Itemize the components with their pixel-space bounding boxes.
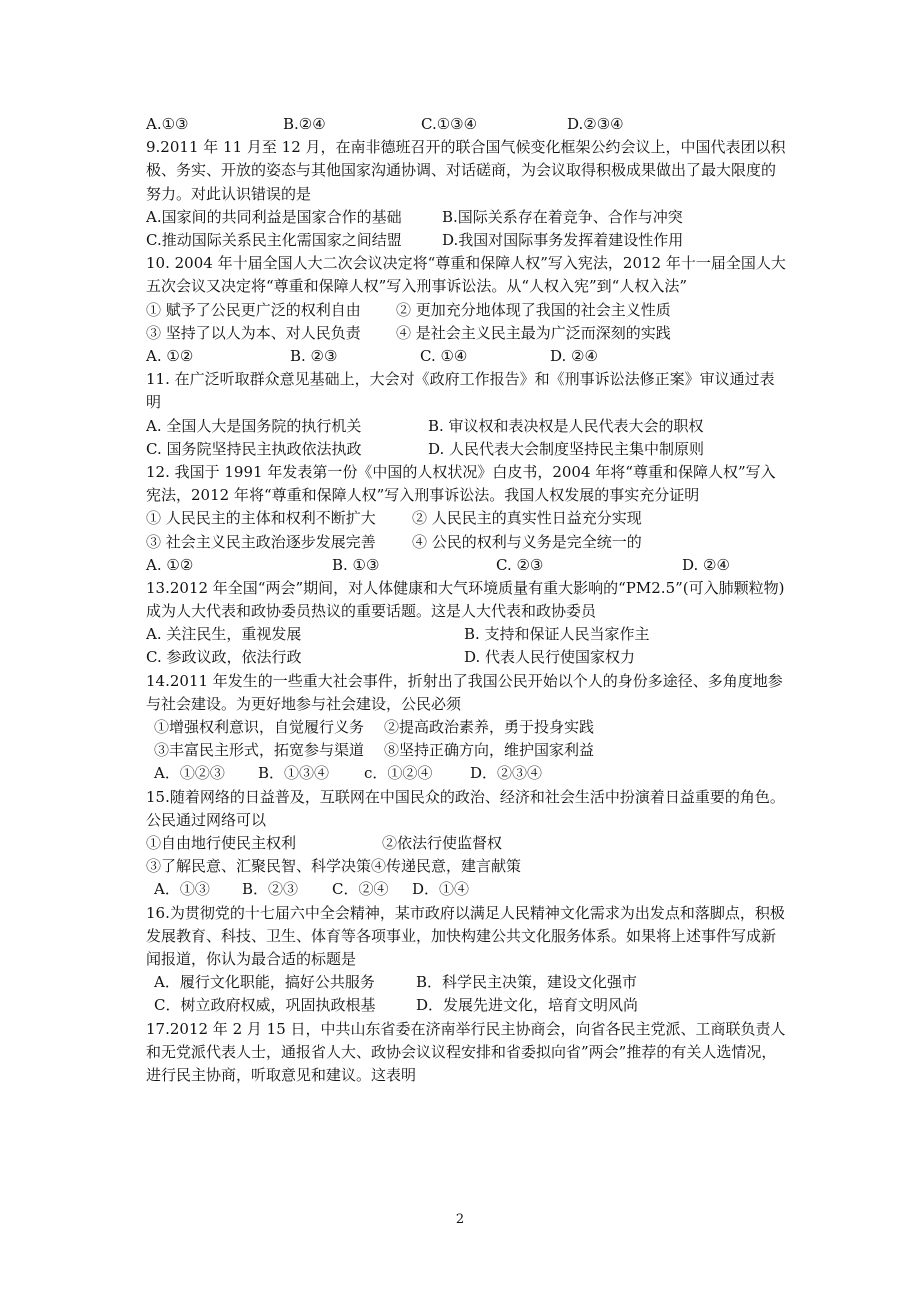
q10-item-2: ② 更加充分地体现了我国的社会主义性质: [396, 300, 671, 319]
q9-option-b: B.国际关系存在着竞争、合作与冲突: [442, 207, 683, 226]
q12-options: [146, 554, 786, 577]
q10-items-row2: [146, 322, 786, 345]
q12-stem: 12. 我国于 1991 年发表第一份《中国的人权状况》白皮书，2004 年将“尊重和保障人权”写入宪法，2012 年将“尊重和保障人权”写入刑事诉讼法。我国人权发展的事实充分证明: [146, 462, 776, 505]
q15-option-d: D．①④: [412, 880, 470, 899]
q10-items-row1: [146, 299, 786, 322]
q10-stem: 10. 2004 年十届全国人大二次会议决定将“尊重和保障人权”写入宪法，2012 年十一届全国人大五次会议又决定将“尊重和保障人权”写入刑事诉讼法。从“人权入宪”到“人权入法”: [146, 254, 786, 296]
q12-option-c: C. ②③: [496, 555, 544, 574]
q15-item-1: ①自由地行使民主权利: [146, 834, 297, 853]
q15-option-c: C．②④: [332, 880, 389, 899]
question-list: [146, 113, 786, 1087]
q15-options: [146, 878, 786, 901]
q10-options: [146, 345, 786, 368]
q15-items-row1: [146, 832, 786, 855]
q10-item-3: ③ 坚持了以人为本、对人民负责: [146, 323, 361, 342]
q9-option-d: D.我国对国际事务发挥着建设性作用: [442, 230, 684, 249]
q16-options-row2: [146, 994, 786, 1017]
q12-option-d: D. ②④: [682, 555, 730, 574]
q14-items-row2: [146, 739, 786, 762]
q11-options-row2: [146, 438, 786, 461]
q10-option-a: A. ①②: [146, 346, 194, 365]
q15-item-2: ②依法行使监督权: [382, 834, 503, 853]
q12-items-row1: [146, 507, 786, 530]
q16-option-d: D．发展先进文化，培育文明风尚: [416, 996, 639, 1015]
q14-item-1: ①增强权利意识，自觉履行义务: [154, 718, 365, 737]
q13-stem: 13.2012 年全国“两会”期间，对人体健康和大气环境质量有重大影响的“PM2.5”(可入肺颗粒物)成为人大代表和政协委员热议的重要话题。这是人大代表和政协委员: [146, 578, 785, 621]
q14-items-row1: [146, 716, 786, 739]
q9-options-row2: [146, 229, 786, 252]
q10-option-b: B. ②③: [290, 346, 338, 365]
q14-item-3: ③丰富民主形式，拓宽参与渠道: [154, 741, 365, 760]
q13-options-row1: [146, 623, 786, 646]
q11-option-a: A. 全国人大是国务院的执行机关: [146, 416, 362, 435]
q14-item-4: ⑧坚持正确方向，维护国家利益: [384, 741, 595, 760]
q11-option-d: D. 人民代表大会制度坚持民主集中制原则: [428, 439, 705, 458]
q10-option-d: D. ②④: [550, 346, 598, 365]
q12-item-3: ③ 社会主义民主政治逐步发展完善: [146, 532, 376, 551]
q12-option-b: B. ①③: [332, 555, 380, 574]
q12-item-1: ① 人民民主的主体和权利不断扩大: [146, 509, 376, 528]
q8-options: [146, 113, 786, 136]
q10-item-4: ④ 是社会主义民主最为广泛而深刻的实践: [396, 323, 671, 342]
q13-option-d: D. 代表人民行使国家权力: [464, 648, 636, 667]
q12-item-2: ② 人民民主的真实性日益充分实现: [412, 509, 642, 528]
q11-options-row1: [146, 415, 786, 438]
q13-option-c: C. 参政议政，依法行政: [146, 648, 302, 667]
q13-option-b: B. 支持和保证人民当家作主: [464, 625, 650, 644]
q10-option-c: C. ①④: [420, 346, 468, 365]
q14-option-d: D．②③④: [470, 764, 543, 783]
q11-option-b: B. 审议权和表决权是人民代表大会的职权: [428, 416, 704, 435]
q16-options-row1: [146, 971, 786, 994]
q12-option-a: A. ①②: [146, 555, 194, 574]
q10-item-1: ① 赋予了公民更广泛的权利自由: [146, 300, 361, 319]
q8-option-c: C.①③④: [421, 115, 478, 133]
q12-item-4: ④ 公民的权利与义务是完全统一的: [412, 532, 642, 551]
q8-option-d: D.②③④: [567, 115, 624, 133]
q11-stem: 11. 在广泛听取群众意见基础上，大会对《政府工作报告》和《刑事诉讼法修正案》审议通过表明: [146, 370, 775, 412]
q14-stem: 14.2011 年发生的一些重大社会事件，折射出了我国公民开始以个人的身份多途径、多角度地参与社会建设。为更好地参与社会建设，公民必须: [146, 671, 783, 713]
q16-stem: 16.为贯彻党的十七届六中全会精神，某市政府以满足人民精神文化需求为出发点和落脚点，积极发展教育、科技、卫生、体育等各项事业，加快构建公共文化服务体系。如果将上述事件写成新闻报道，你认为最合适的标题是: [146, 903, 785, 969]
q8-option-a: A.①③: [146, 115, 189, 133]
q14-options: [146, 762, 786, 785]
q16-option-b: B．科学民主决策，建设文化强市: [416, 973, 638, 992]
q9-option-a: A.国家间的共同利益是国家合作的基础: [146, 207, 402, 226]
q14-option-b: B．①③④: [258, 764, 330, 783]
q15-stem: 15.随着网络的日益普及，互联网在中国民众的政治、经济和社会生活中扮演着日益重要的角色。公民通过网络可以: [146, 787, 785, 829]
q11-option-c: C. 国务院坚持民主执政依法执政: [146, 439, 362, 458]
q9-options-row1: [146, 206, 786, 229]
q13-option-a: A. 关注民生，重视发展: [146, 625, 302, 644]
q16-option-a: A．履行文化职能，搞好公共服务: [154, 973, 375, 992]
q13-options-row2: [146, 646, 786, 669]
q12-items-row2: [146, 531, 786, 554]
q14-option-a: A．①②③: [154, 764, 225, 783]
q17-stem: 17.2012 年 2 月 15 日，中共山东省委在济南举行民主协商会，向省各民主党派、工商联负责人和无党派代表人士，通报省人大、政协会议议程安排和省委拟向省”两会”推荐的有关人选情况，进行民主协商，听取意见和建议。这表明: [146, 1019, 786, 1084]
q9-option-c: C.推动国际关系民主化需国家之间结盟: [146, 230, 402, 249]
q15-item-3: ③了解民意、汇聚民智、科学决策④传递民意，建言献策: [146, 857, 522, 876]
q9-stem: 9.2011 年 11 月至 12 月，在南非德班召开的联合国气候变化框架公约会议上，中国代表团以积极、务实、开放的姿态与其他国家沟通协调、对话磋商，为会议取得积极成果做出了最大限度的努力。对此认识错误的是: [146, 138, 786, 203]
q15-option-a: A．①③: [154, 880, 210, 899]
page-number: 2: [455, 1212, 465, 1227]
q14-item-2: ②提高政治素养，勇于投身实践: [384, 718, 595, 737]
q15-option-b: B．②③: [242, 880, 299, 899]
q16-option-c: C．树立政府权威，巩固执政根基: [154, 996, 376, 1015]
q8-option-b: B.②④: [283, 115, 326, 133]
q14-option-c: c．①②④: [364, 764, 433, 783]
